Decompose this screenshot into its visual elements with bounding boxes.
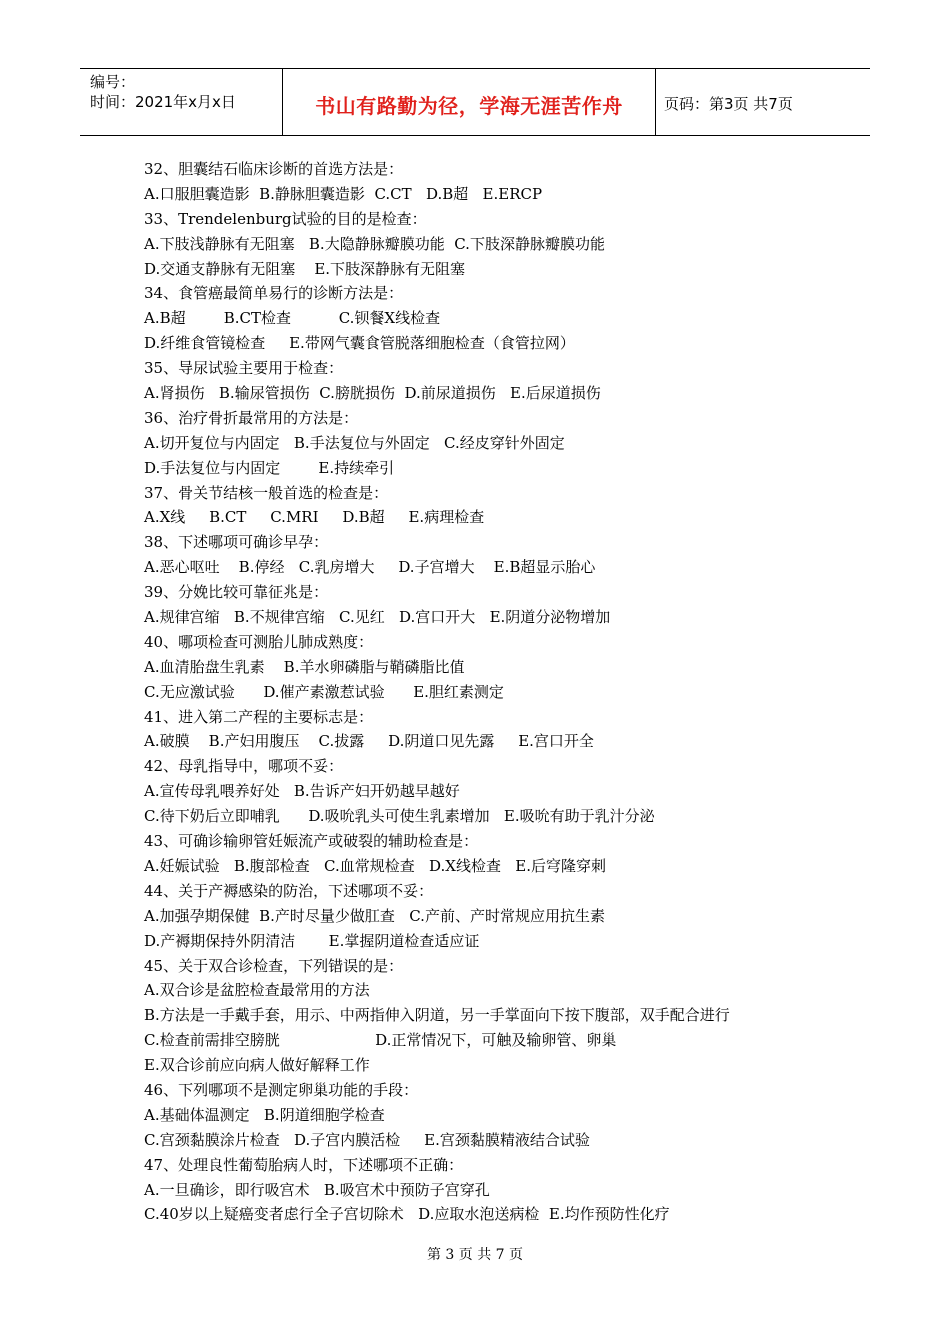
question-line: 43、可确诊输卵管妊娠流产或破裂的辅助检查是： xyxy=(144,832,479,851)
page-header xyxy=(80,68,870,136)
answer-options-line: A.下肢浅静脉有无阻塞 B.大隐静脉瓣膜功能 C.下肢深静脉瓣膜功能 xyxy=(144,234,605,253)
header-meta xyxy=(80,69,282,135)
question-line: 34、食管癌最简单易行的诊断方法是： xyxy=(144,284,404,303)
answer-options-line: B.方法是一手戴手套，用示、中两指伸入阴道，另一手掌面向下按下腹部，双手配合进行 xyxy=(144,1006,730,1025)
question-line: 35、导尿试验主要用于检查： xyxy=(144,359,344,378)
answer-options-line: A.规律宫缩 B.不规律宫缩 C.见红 D.宫口开大 E.阴道分泌物增加 xyxy=(144,608,611,627)
answer-options-line: A.B超 B.CT检查 C.钡餐X线检查 xyxy=(144,309,441,328)
answer-options-line: E.双合诊前应向病人做好解释工作 xyxy=(144,1056,370,1075)
answer-options-line: A.口服胆囊造影 B.静脉胆囊造影 C.CT D.B超 E.ERCP xyxy=(144,184,543,203)
answer-options-line: D.产褥期保持外阴清洁 E.掌握阴道检查适应证 xyxy=(144,931,480,950)
header-page-cell xyxy=(656,69,870,135)
question-line: 37、骨关节结核一般首选的检查是： xyxy=(144,483,389,502)
answer-options-line: D.纤维食管镜检查 E.带网气囊食管脱落细胞检查（食管拉网） xyxy=(144,334,575,353)
question-line: 40、哪项检查可测胎儿肺成熟度： xyxy=(144,632,374,651)
document-number-label: 编号： xyxy=(90,73,136,91)
answer-options-line: A.妊娠试验 B.腹部检查 C.血常规检查 D.X线检查 E.后穹隆穿刺 xyxy=(144,856,606,875)
question-line: 39、分娩比较可靠征兆是： xyxy=(144,583,329,602)
answer-options-line: D.手法复位与内固定 E.持续牵引 xyxy=(144,458,395,477)
question-line: 36、治疗骨折最常用的方法是： xyxy=(144,408,359,427)
question-line: 45、关于双合诊检查，下列错误的是： xyxy=(144,956,404,975)
question-line: 44、关于产褥感染的防治，下述哪项不妥： xyxy=(144,881,434,900)
document-date-label: 时间：2021年x月x日 xyxy=(90,93,236,111)
answer-options-line: A.宣传母乳喂养好处 B.告诉产妇开奶越早越好 xyxy=(144,782,460,801)
answer-options-line: C.待下奶后立即哺乳 D.吸吮乳头可使生乳素增加 E.吸吮有助于乳汁分泌 xyxy=(144,807,655,826)
answer-options-line: A.切开复位与内固定 B.手法复位与外固定 C.经皮穿针外固定 xyxy=(144,433,565,452)
answer-options-line: C.40岁以上疑癌变者虑行全子宫切除术 D.应取水泡送病检 E.均作预防性化疗 xyxy=(144,1205,670,1224)
question-line: 38、下述哪项可确诊早孕： xyxy=(144,533,329,552)
answer-options-line: A.双合诊是盆腔检查最常用的方法 xyxy=(144,981,370,1000)
answer-options-line: A.恶心呕吐 B.停经 C.乳房增大 D.子宫增大 E.B超显示胎心 xyxy=(144,558,596,577)
answer-options-line: A.加强孕期保健 B.产时尽量少做肛查 C.产前、产时常规应用抗生素 xyxy=(144,906,605,925)
question-line: 42、母乳指导中，哪项不妥： xyxy=(144,757,344,776)
question-line: 32、胆囊结石临床诊断的首选方法是： xyxy=(144,160,404,178)
answer-options-line: C.宫颈黏膜涂片检查 D.子宫内膜活检 E.宫颈黏膜精液结合试验 xyxy=(144,1130,590,1149)
question-list xyxy=(144,157,844,1227)
answer-options-line: A.X线 B.CT C.MRI D.B超 E.病理检查 xyxy=(144,508,485,527)
answer-options-line: A.基础体温测定 B.阴道细胞学检查 xyxy=(144,1105,385,1124)
answer-options-line: C.检查前需排空膀胱 D.正常情况下，可触及输卵管、卵巢 xyxy=(144,1031,617,1050)
question-line: 47、处理良性葡萄胎病人时，下述哪项不正确： xyxy=(144,1155,464,1174)
answer-options-line: C.无应激试验 D.催产素激惹试验 E.胆红素测定 xyxy=(144,682,504,701)
answer-options-line: A.血清胎盘生乳素 B.羊水卵磷脂与鞘磷脂比值 xyxy=(144,657,465,676)
answer-options-line: A.肾损伤 B.输尿管损伤 C.膀胱损伤 D.前尿道损伤 E.后尿道损伤 xyxy=(144,384,601,403)
question-line: 46、下列哪项不是测定卵巢功能的手段： xyxy=(144,1080,419,1099)
header-page-number: 页码：第3页 共7页 xyxy=(664,94,793,113)
header-motto-cell xyxy=(282,69,656,135)
answer-options-line: A.破膜 B.产妇用腹压 C.拔露 D.阴道口见先露 E.宫口开全 xyxy=(144,732,594,751)
page-footer: 第 3 页 共 7 页 xyxy=(426,1247,524,1263)
question-line: 33、Trendelenburg试验的目的是检查： xyxy=(144,209,427,228)
answer-options-line: D.交通支静脉有无阻塞 E.下肢深静脉有无阻塞 xyxy=(144,259,466,278)
header-motto: 书山有路勤为径，学海无涯苦作舟 xyxy=(315,93,623,118)
answer-options-line: A.一旦确诊，即行吸宫术 B.吸宫术中预防子宫穿孔 xyxy=(144,1180,490,1199)
question-line: 41、进入第二产程的主要标志是： xyxy=(144,707,374,726)
